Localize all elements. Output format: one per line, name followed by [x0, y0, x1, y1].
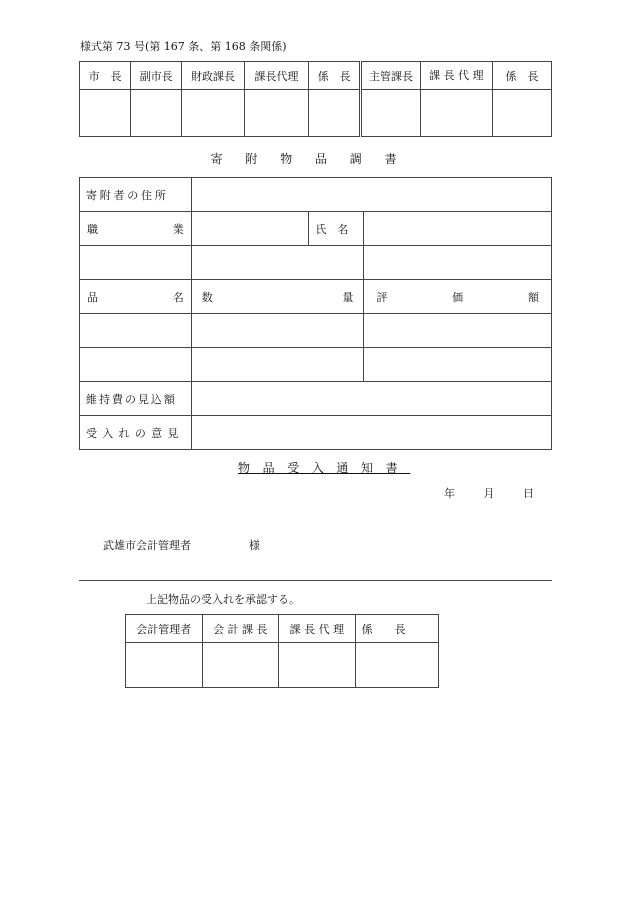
quantity-label: 数 量: [191, 280, 364, 314]
header-deputy-chief: 課長代理: [245, 62, 309, 90]
occupation-label: 職 業: [80, 212, 192, 246]
honorific: 様: [249, 539, 260, 552]
name-field[interactable]: [364, 212, 552, 246]
date-line: [444, 485, 534, 501]
stamp-box: [355, 643, 438, 688]
approval-stamp-table-top: [79, 61, 552, 137]
donor-address-label: 寄附者の住所: [80, 178, 192, 212]
stamp-box: [80, 90, 131, 137]
header-section-chief: 係 長: [355, 615, 438, 643]
notice-title: 物品受入通知書: [238, 461, 411, 475]
maintenance-cost-label: 維持費の見込額: [80, 382, 192, 416]
item-name-field[interactable]: [80, 348, 192, 382]
name-label: 氏 名: [309, 212, 364, 246]
donation-survey-table: [79, 177, 552, 450]
date-year-label: 年: [444, 487, 455, 500]
stamp-box: [279, 643, 356, 688]
stamp-box: [309, 90, 361, 137]
blank-cell[interactable]: [191, 246, 364, 280]
header-section-chief: 係 長: [309, 62, 361, 90]
quantity-field[interactable]: [191, 314, 364, 348]
header-accounting-manager: 会計管理者: [126, 615, 203, 643]
header-accounting-chief: 会 計 課 長: [202, 615, 279, 643]
item-name-label: 品 名: [80, 280, 192, 314]
stamp-box: [126, 643, 203, 688]
occupation-field[interactable]: [191, 212, 309, 246]
approval-statement: 上記物品の受入れを承認する。: [146, 593, 300, 606]
header-deputy-chief: 課 長 代 理: [279, 615, 356, 643]
date-day-label: 日: [523, 487, 534, 500]
header-responsible-chief: 主管課長: [361, 62, 420, 90]
header-finance-chief: 財政課長: [182, 62, 245, 90]
header-deputy-chief-2: 課 長 代 理: [420, 62, 492, 90]
stamp-box: [361, 90, 420, 137]
survey-title: 寄附物品調書: [210, 152, 420, 166]
divider: [79, 580, 552, 581]
acceptance-opinion-field[interactable]: [191, 416, 551, 450]
header-deputy-mayor: 副市長: [131, 62, 182, 90]
blank-cell[interactable]: [80, 246, 192, 280]
quantity-field[interactable]: [191, 348, 364, 382]
stamp-box: [131, 90, 182, 137]
header-mayor: 市 長: [80, 62, 131, 90]
stamp-box: [182, 90, 245, 137]
stamp-box: [245, 90, 309, 137]
addressee: 武雄市会計管理者: [103, 539, 191, 552]
stamp-box: [493, 90, 552, 137]
value-field[interactable]: [364, 348, 552, 382]
donor-address-field[interactable]: [191, 178, 551, 212]
blank-cell[interactable]: [364, 246, 552, 280]
date-month-label: 月: [483, 487, 495, 500]
stamp-box: [420, 90, 492, 137]
form-number: 様式第 73 号(第 167 条、第 168 条関係): [80, 40, 287, 53]
acceptance-opinion-label: 受入れの意見: [80, 416, 192, 450]
header-section-chief-2: 係 長: [493, 62, 552, 90]
maintenance-cost-field[interactable]: [191, 382, 551, 416]
approval-stamp-table-bottom: [125, 614, 439, 688]
item-name-field[interactable]: [80, 314, 192, 348]
value-label: 評 価 額: [364, 280, 552, 314]
value-field[interactable]: [364, 314, 552, 348]
stamp-box: [202, 643, 279, 688]
